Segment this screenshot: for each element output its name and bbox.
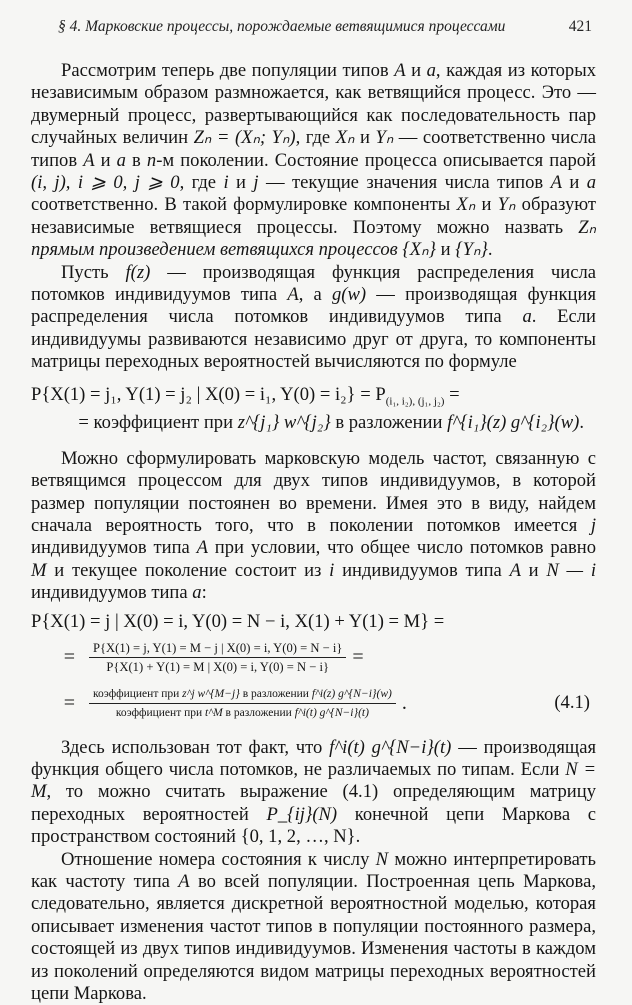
paragraph-two-populations: Рассмотрим теперь две популяции типов A и a, каждая из которых независимым образом размножается, как ветвящийся процесс. Это — двумерный процесс, развертывающийся как последовательность пар случайных величин Zₙ = (Xₙ; Yₙ), где Xₙ и Yₙ — соответственно числа типов A и a в n-м поколении. Состояние процесса описывается парой (i, j), i ⩾ 0, j ⩾ 0, где i и j — текущие значения числа типов A и a соответственно. В такой формулировке компоненты Xₙ и Yₙ образуют независимые ветвящиеся процессы. Поэтому можно назвать Zₙ прямым произведением ветвящихся процессов {Xₙ} и {Yₙ}. — [31, 60, 597, 261]
paragraph-generating-functions: Пусть f(z) — производящая функция распределения числа потомков индивидуумов типа A, а g(w) — производящая функция распределения числа потомков индивидуумов типа a. Если индивидуумы развиваются независимо друг от друга, то компоненты матрицы переходных вероятностей вычисляются по формуле — [31, 261, 596, 373]
emphasized-term: прямым произведением ветвящихся процессов — [31, 239, 398, 261]
section-title: § 4. Марковские процессы, порождаемые ветвящимися процессами — [58, 18, 506, 35]
fraction-probabilities: $\frac{P\{X(1) = j, Y(1) = M - j | X(0) = i, Y(0) = N - i\}}{P\{X(1) + Y(1) = M | X(0) = i, Y(0) = N - i\}}$ — [89, 640, 346, 675]
formula-transition-line2: = коэффициент при z^{j₁} w^{j₂} в разложении f^{i₁}(z) g^{i₂}(w). — [78, 411, 584, 433]
page-body — [31, 60, 596, 1005]
paragraph-frequency-model: Можно сформулировать марковскую модель частот, связанную с ветвящимся процессом для двух типов индивидуумов, в которой размер популяции постоянен во времени. Имея это в виду, найдем сначала вероятность того, что в поколении потомков имеется j индивидуумов типа A при условии, что общее число потомков равно M и текущее поколение состоит из i индивидуумов типа A и N — i индивидуумов типа a: — [31, 447, 597, 604]
equation-number: (4.1) — [554, 692, 590, 714]
formula-conditional-line3: = $\frac{\text{коэффициент при z\textasciicircum{}j w\textasciicircum{}\{M−j\} в разложении f\textasciicircum{}i(z) g\textasciicircum{}\{N−i\}(w)}}{\text{коэффициент при t\textasciicircum{}M в разложении f\textasciicircum{}i(t) g\textasciicircum{}\{N−i\}(t)}}$ . (4.1) — [63, 688, 590, 720]
paragraph-interpretation: Отношение номера состояния к числу N можно интерпретировать как частоту типа A во всей популяции. Построенная цепь Маркова, следовательно, является дискретной вероятностной моделью, которая описывает изменения частот типов в популяции постоянного размера, состоящей из двух типов индивидуумов. Изменения частоты в каждом из поколений определяются видом матрицы переходных вероятностей цепи Маркова. — [31, 848, 596, 1004]
paragraph-total-offspring: Здесь использован тот факт, что f^i(t) g^{N−i}(t) — производящая функция общего числа потомков, не различаемых по типам. Если N = M, то можно считать выражение (4.1) определяющим матрицу переходных вероятностей P_{ij}(N) конечной цепи Маркова с пространством состояний {0, 1, 2, …, N}. — [31, 736, 596, 848]
running-header — [58, 18, 592, 36]
page-number: 421 — [568, 18, 592, 35]
fraction-coefficients: $\frac{\text{коэффициент при z\textasciicircum{}j w\textasciicircum{}\{M−j\} в разложении f\textasciicircum{}i(z) g\textasciicircum{}\{N−i\}(w)}}{\text{коэффициент при t\textasciicircum{}M в разложении f\textasciicircum{}i(t) g\textasciicircum{}\{N−i\}(t)}}$ — [89, 686, 396, 721]
formula-conditional-line1: P{X(1) = j | X(0) = i, Y(0) = N − i, X(1) + Y(1) = M} = — [31, 610, 445, 632]
formula-conditional-line2: = $\frac{P\{X(1) = j, Y(1) = M - j | X(0) = i, Y(0) = N - i\}}{P\{X(1) + Y(1) = M | X(0) = i, Y(0) = N - i\}}$ = — [63, 641, 364, 675]
formula-transition-line1: P{X(1) = j₁, Y(1) = j₂ | X(0) = i₁, $Y(0) = i_2\} = P_{(i_1, i_2), (j_1, j_2)}$ = — [31, 383, 460, 408]
